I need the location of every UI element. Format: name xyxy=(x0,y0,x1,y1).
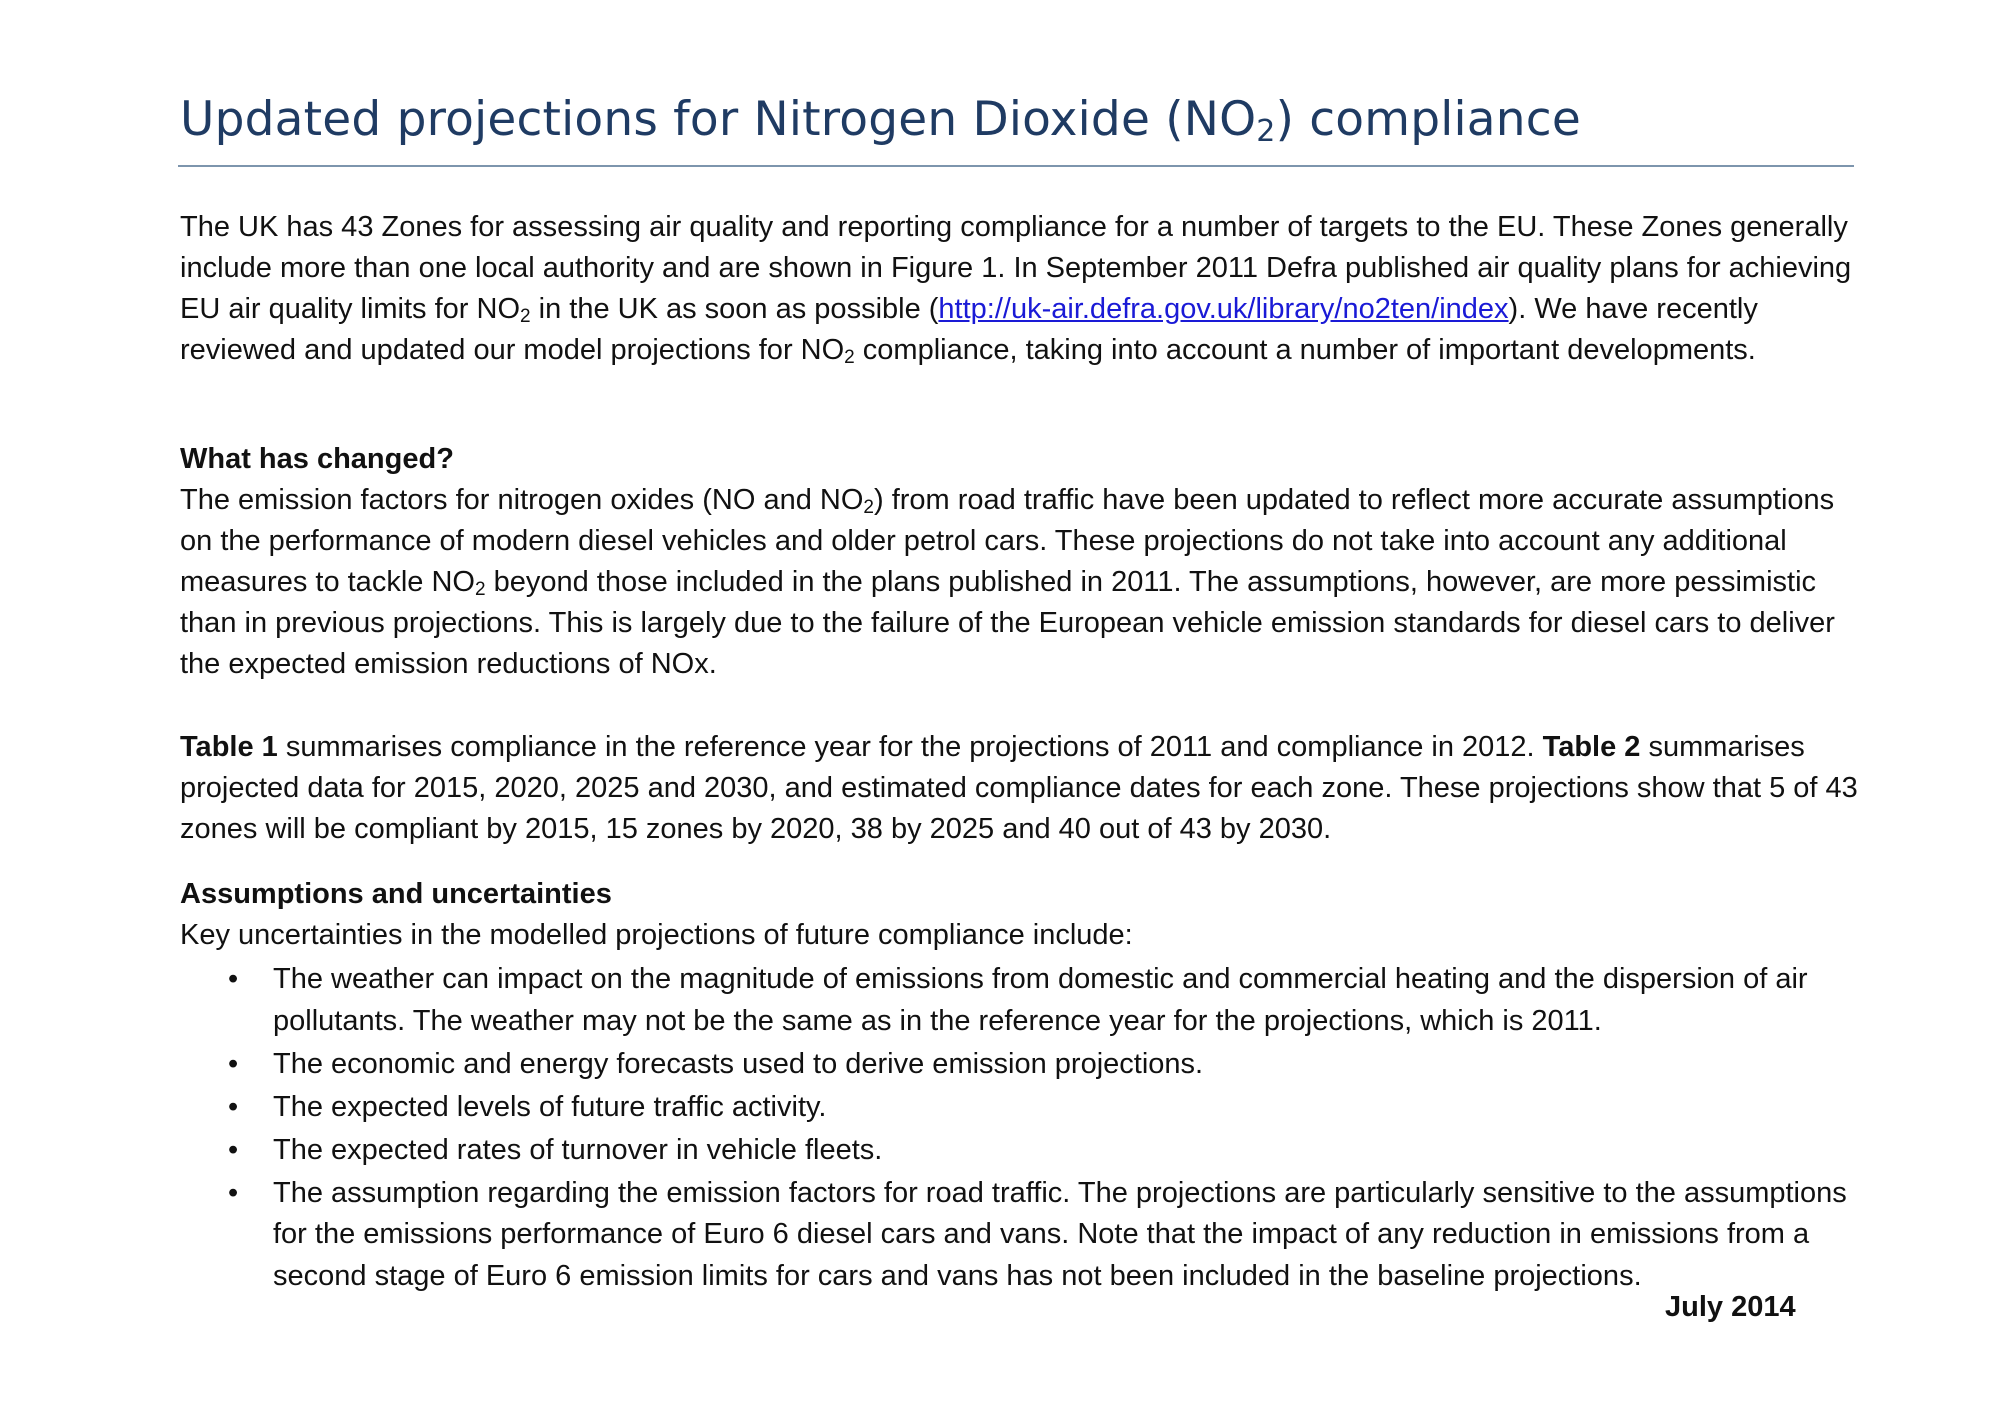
intro-text-3: ). We have recently reviewed and updated our model projections for NO xyxy=(180,293,1758,366)
what-changed-heading: What has changed? xyxy=(180,443,454,475)
list-item xyxy=(180,1130,1860,1172)
bullet-icon: • xyxy=(228,963,239,995)
bullet-icon: • xyxy=(228,1090,239,1123)
title-main: Updated projections for Nitrogen Dioxide (NO xyxy=(180,92,1257,147)
changed-subscript-1: 2 xyxy=(863,497,874,518)
what-changed-paragraph xyxy=(180,480,1860,685)
list-item xyxy=(180,1044,1860,1086)
tables-text-1: summarises compliance in the reference year for the projections of 2011 and compliance in 2012. xyxy=(277,731,1543,763)
assumptions-heading: Assumptions and uncertainties xyxy=(180,878,612,910)
changed-text-1: The emission factors for nitrogen oxides (NO and NO xyxy=(180,484,864,516)
list-item-text: The expected levels of future traffic activity. xyxy=(273,1090,827,1123)
page-title xyxy=(180,92,1581,147)
intro-paragraph xyxy=(180,207,1860,371)
changed-text-3: beyond those included in the plans published in 2011. The assumptions, however, are more pessimistic than in previous projections. This is largely due to the failure of the European vehicle emission standards for diesel cars to deliver the expected emission reductions of NOx. xyxy=(180,566,1835,680)
assumptions-intro: Key uncertainties in the modelled projections of future compliance include: xyxy=(180,919,1133,951)
tables-text-2: summarises projected data for 2015, 2020, 2025 and 2030, and estimated compliance dates for each zone. These projections show that 5 of 43 zones will be compliant by 2015, 15 zones by 2020, 38 by 2025 and 40 out of 43 by 2030. xyxy=(180,731,1858,845)
table-2-ref: Table 2 xyxy=(1542,731,1641,763)
intro-subscript-2: 2 xyxy=(844,347,855,368)
intro-text-1: The UK has 43 Zones for assessing air quality and reporting compliance for a number of targets to the EU. These Zones generally include more than one local authority and are shown in Figure 1. In September 2011 Defra published air quality plans for achieving EU air quality limits for NO xyxy=(180,211,1852,325)
changed-text-2: ) from road traffic have been updated to reflect more accurate assumptions on the performance of modern diesel vehicles and older petrol cars. These projections do not take into account any additional measures to tackle NO xyxy=(180,484,1835,598)
list-item-text: The assumption regarding the emission factors for road traffic. The projections are particularly sensitive to the assumptions for the emissions performance of Euro 6 diesel cars and vans. Note that the impact of any reduction in emissions from a second stage of Euro 6 emission limits for cars and vans has not been included in the baseline projections. xyxy=(273,1176,1847,1292)
intro-subscript-1: 2 xyxy=(520,306,531,327)
uncertainties-list xyxy=(180,959,1860,1297)
list-item-text: The economic and energy forecasts used to derive emission projections. xyxy=(273,1047,1204,1080)
list-item xyxy=(180,1173,1860,1298)
list-item-text: The weather can impact on the magnitude of emissions from domestic and commercial heating and the dispersion of air pollutants. The weather may not be the same as in the reference year for the projections, which is 2011. xyxy=(273,963,1808,1037)
title-subscript: 2 xyxy=(1256,114,1276,149)
list-item-text: The expected rates of turnover in vehicle fleets. xyxy=(273,1133,883,1166)
list-item xyxy=(180,959,1860,1042)
assumptions-section xyxy=(180,874,1860,1299)
title-divider xyxy=(178,165,1854,167)
table-1-ref: Table 1 xyxy=(180,731,278,763)
intro-text-4: compliance, taking into account a number of important developments. xyxy=(854,334,1756,366)
intro-text-2: in the UK as soon as possible ( xyxy=(530,293,939,325)
title-end: ) compliance xyxy=(1275,92,1581,147)
bullet-icon: • xyxy=(228,1133,239,1166)
what-changed-section xyxy=(180,439,1860,685)
defra-link[interactable]: http://uk-air.defra.gov.uk/library/no2ten/index xyxy=(938,293,1509,325)
list-item xyxy=(180,1087,1860,1129)
changed-subscript-2: 2 xyxy=(474,579,486,600)
publication-date: July 2014 xyxy=(1665,1291,1796,1323)
tables-summary-paragraph xyxy=(180,727,1860,850)
bullet-icon: • xyxy=(228,1176,239,1209)
bullet-icon: • xyxy=(228,1047,239,1080)
